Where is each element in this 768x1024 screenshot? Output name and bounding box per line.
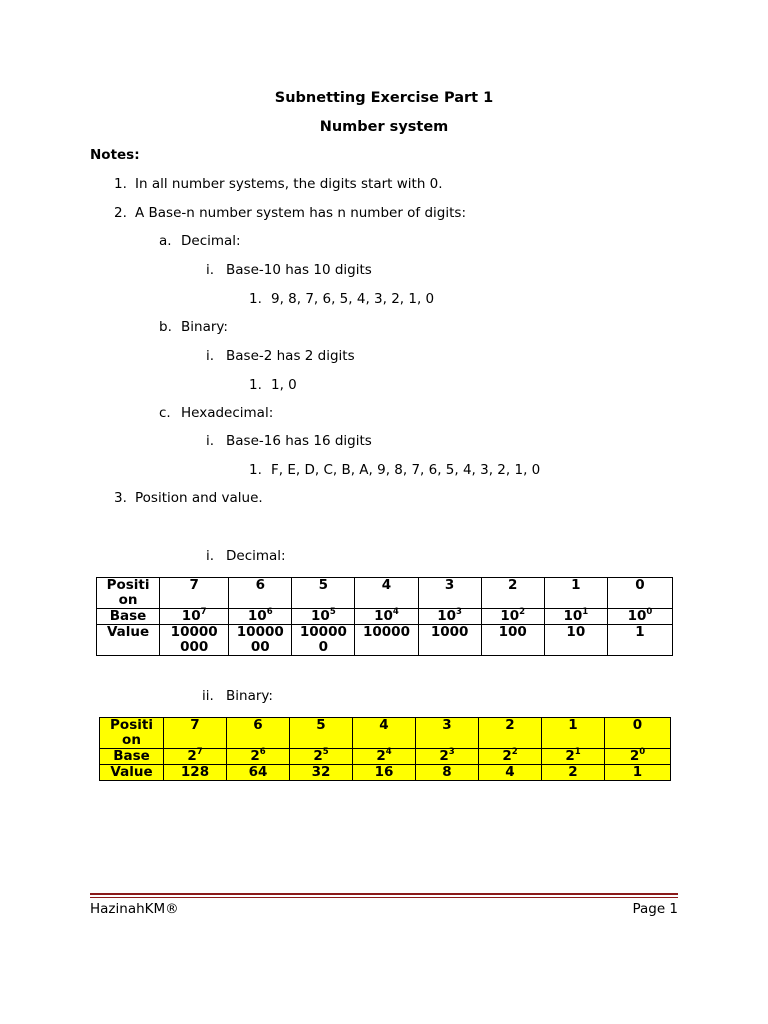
base-number: 10 bbox=[500, 608, 520, 624]
exponent: 0 bbox=[646, 606, 653, 617]
base-cell bbox=[227, 746, 290, 765]
base-cell bbox=[229, 606, 292, 625]
exponent: 1 bbox=[574, 746, 581, 757]
value-cell: 32 bbox=[290, 765, 353, 781]
base-cell bbox=[607, 606, 672, 625]
exponent: 2 bbox=[511, 746, 518, 757]
exponent: 7 bbox=[200, 606, 207, 617]
value-cell bbox=[355, 625, 418, 656]
value-cell bbox=[292, 625, 355, 656]
position-row bbox=[97, 578, 673, 609]
position-cell: 3 bbox=[418, 578, 481, 609]
position-cell: 6 bbox=[227, 718, 290, 749]
value-cell: 16 bbox=[353, 765, 416, 781]
position-cell: 2 bbox=[479, 718, 542, 749]
footer-page-number: Page 1 bbox=[632, 901, 678, 917]
section-heading-binary: Binary: bbox=[226, 688, 273, 704]
list-item: Base-16 has 16 digits bbox=[226, 433, 372, 449]
list-number: 3. bbox=[114, 490, 127, 506]
base-cell bbox=[605, 746, 671, 765]
position-cell: 5 bbox=[290, 718, 353, 749]
exponent: 3 bbox=[448, 746, 455, 757]
position-cell: 2 bbox=[481, 578, 544, 609]
base-cell bbox=[292, 606, 355, 625]
footer-rule-thin bbox=[90, 897, 678, 898]
value-cell bbox=[481, 625, 544, 656]
base-number: 2 bbox=[187, 748, 197, 764]
value-cell: 8 bbox=[416, 765, 479, 781]
base-header: Base bbox=[97, 609, 160, 625]
value-row bbox=[100, 765, 671, 781]
cell-text: 0 bbox=[318, 639, 329, 655]
cell-text: 100 bbox=[498, 624, 527, 640]
base-number: 2 bbox=[313, 748, 323, 764]
base-number: 2 bbox=[629, 748, 640, 764]
cell-text: 1 bbox=[635, 624, 645, 640]
exponent: 3 bbox=[456, 606, 462, 617]
cell-text: on bbox=[118, 592, 138, 608]
base-header: Base bbox=[100, 749, 164, 765]
list-item: A Base-n number system has n number of digits: bbox=[135, 205, 466, 221]
position-cell: 0 bbox=[605, 718, 671, 749]
exponent: 4 bbox=[392, 606, 399, 617]
value-cell bbox=[229, 625, 292, 656]
position-header bbox=[100, 718, 164, 749]
position-cell: 3 bbox=[416, 718, 479, 749]
cell-text: Positi bbox=[110, 717, 153, 733]
list-number: ii. bbox=[202, 688, 214, 704]
list-number: i. bbox=[206, 548, 215, 564]
value-cell: 4 bbox=[479, 765, 542, 781]
list-number: i. bbox=[206, 262, 215, 278]
position-cell: 4 bbox=[353, 718, 416, 749]
exponent: 5 bbox=[322, 746, 329, 757]
base-number: 10 bbox=[247, 608, 267, 624]
list-item: Position and value. bbox=[135, 490, 263, 506]
list-item: Base-10 has 10 digits bbox=[226, 262, 372, 278]
document-title: Subnetting Exercise Part 1 bbox=[274, 90, 494, 106]
position-header bbox=[97, 578, 160, 609]
cell-text: 10 bbox=[566, 624, 586, 640]
binary-position-table bbox=[99, 717, 671, 781]
list-number: 1. bbox=[249, 377, 262, 393]
base-cell bbox=[542, 746, 605, 765]
list-number: 1. bbox=[249, 291, 262, 307]
footer-rule bbox=[90, 893, 678, 895]
list-number: 2. bbox=[114, 205, 127, 221]
footer-author: HazinahKM® bbox=[90, 901, 179, 917]
value-cell bbox=[418, 625, 481, 656]
list-number: c. bbox=[159, 405, 171, 421]
base-number: 10 bbox=[563, 608, 583, 624]
list-item: Base-2 has 2 digits bbox=[226, 348, 355, 364]
position-cell: 4 bbox=[355, 578, 418, 609]
position-cell: 1 bbox=[544, 578, 607, 609]
exponent: 0 bbox=[639, 746, 646, 757]
value-cell bbox=[544, 625, 607, 656]
position-cell: 5 bbox=[292, 578, 355, 609]
value-cell: 2 bbox=[542, 765, 605, 781]
position-cell: 6 bbox=[229, 578, 292, 609]
position-cell: 7 bbox=[160, 578, 229, 609]
cell-text: 10000 bbox=[363, 624, 410, 640]
cell-text: 00 bbox=[250, 639, 270, 655]
base-cell bbox=[290, 746, 353, 765]
exponent: 6 bbox=[266, 606, 273, 617]
value-cell bbox=[607, 625, 672, 656]
cell-text: 000 bbox=[180, 639, 209, 655]
list-item: 1, 0 bbox=[271, 377, 297, 393]
base-number: 10 bbox=[627, 608, 647, 624]
list-number: i. bbox=[206, 433, 215, 449]
base-cell bbox=[481, 606, 544, 625]
exponent: 2 bbox=[519, 606, 526, 617]
exponent: 6 bbox=[259, 746, 266, 757]
position-cell: 7 bbox=[164, 718, 227, 749]
value-cell: 1 bbox=[605, 765, 671, 781]
list-item: Decimal: bbox=[181, 233, 241, 249]
base-cell bbox=[160, 606, 229, 625]
cell-text: 10000 bbox=[170, 624, 218, 640]
list-number: 1. bbox=[114, 176, 127, 192]
value-cell: 128 bbox=[164, 765, 227, 781]
list-item: F, E, D, C, B, A, 9, 8, 7, 6, 5, 4, 3, 2, 1, 0 bbox=[271, 462, 541, 478]
base-number: 10 bbox=[374, 608, 393, 624]
position-row bbox=[100, 718, 671, 749]
base-number: 2 bbox=[439, 748, 449, 764]
value-cell: 64 bbox=[227, 765, 290, 781]
cell-text: on bbox=[122, 732, 141, 748]
list-item: In all number systems, the digits start with 0. bbox=[135, 176, 443, 192]
value-header: Value bbox=[97, 625, 160, 656]
list-item: Hexadecimal: bbox=[181, 405, 274, 421]
base-cell bbox=[479, 746, 542, 765]
position-cell: 0 bbox=[607, 578, 672, 609]
list-number: 1. bbox=[249, 462, 262, 478]
list-item: Binary: bbox=[181, 319, 228, 335]
cell-text: 1000 bbox=[430, 624, 469, 640]
value-header: Value bbox=[100, 765, 164, 781]
value-cell bbox=[160, 625, 229, 656]
base-number: 2 bbox=[502, 748, 512, 764]
base-cell bbox=[418, 606, 481, 625]
section-heading-decimal: Decimal: bbox=[226, 548, 286, 564]
list-number: a. bbox=[159, 233, 172, 249]
exponent: 1 bbox=[582, 606, 589, 617]
cell-text: 10000 bbox=[299, 624, 347, 640]
document-subtitle: Number system bbox=[319, 119, 449, 135]
base-cell bbox=[355, 606, 418, 625]
base-number: 10 bbox=[311, 608, 330, 624]
notes-label: Notes: bbox=[90, 147, 140, 163]
exponent: 5 bbox=[329, 606, 336, 617]
base-cell bbox=[353, 746, 416, 765]
value-row bbox=[97, 625, 673, 656]
base-row bbox=[97, 609, 673, 625]
exponent: 4 bbox=[385, 746, 392, 757]
base-number: 2 bbox=[376, 748, 386, 764]
list-item: 9, 8, 7, 6, 5, 4, 3, 2, 1, 0 bbox=[271, 291, 435, 307]
base-cell bbox=[164, 746, 227, 765]
position-cell: 1 bbox=[542, 718, 605, 749]
cell-text: 10000 bbox=[236, 624, 284, 640]
base-number: 2 bbox=[565, 748, 575, 764]
decimal-position-table bbox=[96, 577, 673, 656]
base-number: 10 bbox=[181, 608, 201, 624]
list-number: b. bbox=[159, 319, 172, 335]
base-number: 2 bbox=[250, 748, 260, 764]
base-cell bbox=[416, 746, 479, 765]
base-cell bbox=[544, 606, 607, 625]
base-number: 10 bbox=[437, 608, 457, 624]
exponent: 7 bbox=[196, 746, 203, 757]
base-row bbox=[100, 749, 671, 765]
list-number: i. bbox=[206, 348, 215, 364]
cell-text: Positi bbox=[106, 577, 150, 593]
